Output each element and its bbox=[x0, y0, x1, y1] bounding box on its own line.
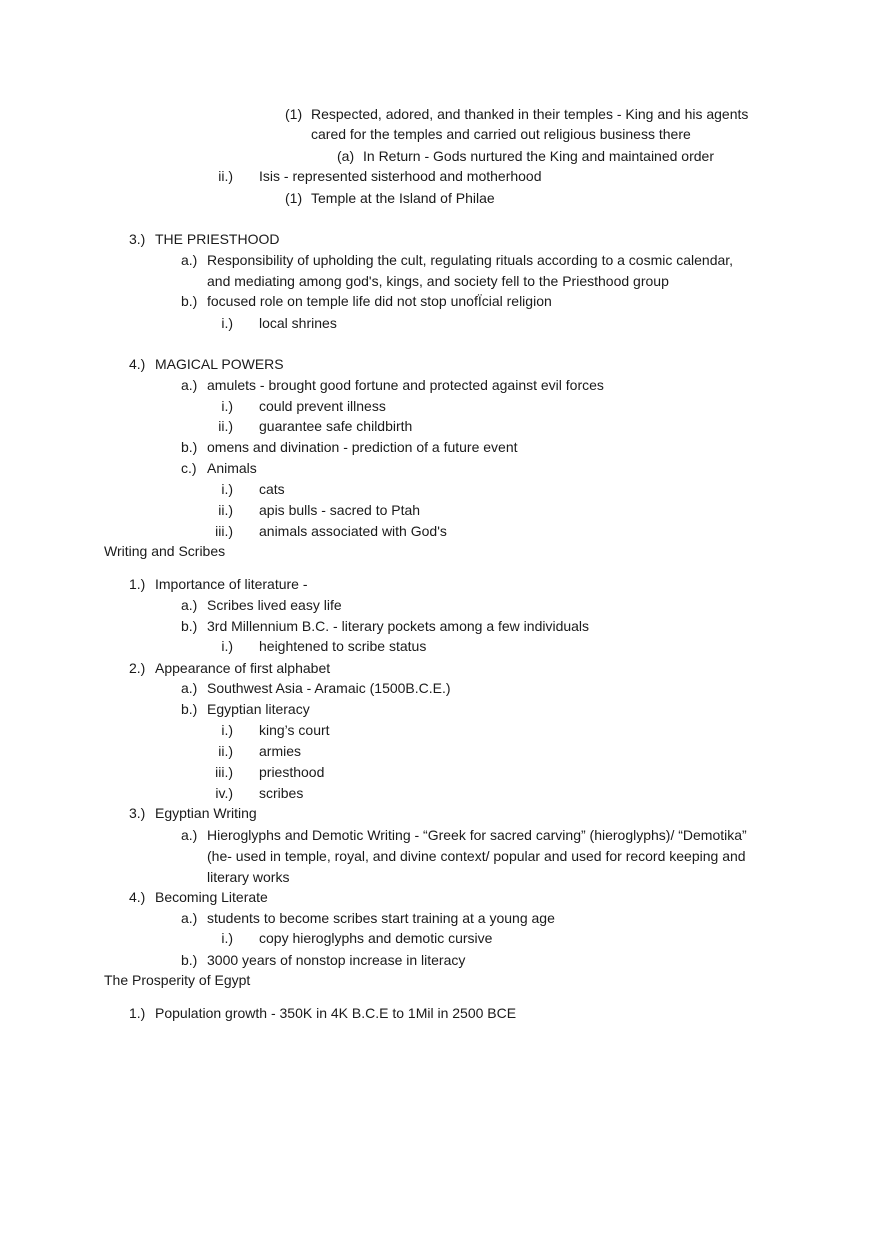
list-marker: ii.) bbox=[218, 743, 233, 759]
text-line: Isis - represented sisterhood and motherhood bbox=[259, 168, 542, 184]
list-marker: 4.) bbox=[129, 889, 146, 905]
text-line: Scribes lived easy life bbox=[207, 597, 342, 613]
list-marker: i.) bbox=[221, 638, 233, 654]
text-line: king’s court bbox=[259, 722, 330, 738]
text-line: Population growth - 350K in 4K B.C.E to 1Mil in 2500 BCE bbox=[155, 1005, 517, 1021]
text-line: local shrines bbox=[259, 315, 337, 331]
list-marker: iii.) bbox=[215, 523, 233, 539]
text-line: students to become scribes start training at a young age bbox=[207, 910, 555, 926]
section-heading: THE PRIESTHOOD bbox=[155, 231, 280, 247]
text-line: guarantee safe childbirth bbox=[259, 418, 413, 434]
list-marker: 1.) bbox=[129, 576, 146, 592]
list-marker: 3.) bbox=[129, 231, 146, 247]
section-title: Writing and Scribes bbox=[104, 543, 226, 559]
list-marker: i.) bbox=[221, 930, 233, 946]
list-marker: 3.) bbox=[129, 805, 146, 821]
section-heading: MAGICAL POWERS bbox=[155, 356, 284, 372]
list-marker: iv.) bbox=[215, 785, 233, 801]
list-marker: b.) bbox=[181, 439, 198, 455]
list-marker: i.) bbox=[221, 315, 233, 331]
list-marker: a.) bbox=[181, 910, 198, 926]
list-marker: i.) bbox=[221, 722, 233, 738]
list-marker: iii.) bbox=[215, 764, 233, 780]
text-line: cared for the temples and carried out religious business there bbox=[311, 126, 691, 142]
text-line: 3rd Millennium B.C. - literary pockets among a few individuals bbox=[207, 618, 590, 634]
list-marker: a.) bbox=[181, 252, 198, 268]
text-line: animals associated with God's bbox=[259, 523, 447, 539]
text-line: Egyptian Writing bbox=[155, 805, 257, 821]
list-marker: 1.) bbox=[129, 1005, 146, 1021]
list-marker: ii.) bbox=[218, 502, 233, 518]
list-marker: i.) bbox=[221, 398, 233, 414]
text-line: In Return - Gods nurtured the King and maintained order bbox=[363, 148, 714, 164]
text-line: Hieroglyphs and Demotic Writing - “Greek for sacred carving” (hieroglyphs)/ “Demotika” bbox=[207, 827, 747, 843]
list-marker: i.) bbox=[221, 481, 233, 497]
text-line: Temple at the Island of Philae bbox=[311, 190, 495, 206]
list-marker: a.) bbox=[181, 597, 198, 613]
list-marker: ii.) bbox=[218, 168, 233, 184]
list-marker: b.) bbox=[181, 701, 198, 717]
list-marker: (a) bbox=[337, 148, 355, 164]
text-line: Responsibility of upholding the cult, regulating rituals according to a cosmic calendar, bbox=[207, 252, 734, 268]
list-marker: a.) bbox=[181, 377, 198, 393]
text-line: omens and divination - prediction of a future event bbox=[207, 439, 518, 455]
text-line: Becoming Literate bbox=[155, 889, 268, 905]
list-marker: b.) bbox=[181, 618, 198, 634]
list-marker: (1) bbox=[285, 106, 303, 122]
text-line: Appearance of first alphabet bbox=[155, 660, 331, 676]
text-line: Egyptian literacy bbox=[207, 701, 310, 717]
text-line: armies bbox=[259, 743, 302, 759]
list-marker: b.) bbox=[181, 293, 198, 309]
text-line: Southwest Asia - Aramaic (1500B.C.E.) bbox=[207, 680, 451, 696]
text-line: heightened to scribe status bbox=[259, 638, 427, 654]
text-line: copy hieroglyphs and demotic cursive bbox=[259, 930, 493, 946]
text-line: could prevent illness bbox=[259, 398, 386, 414]
text-line: priesthood bbox=[259, 764, 325, 780]
section-title: The Prosperity of Egypt bbox=[104, 972, 251, 988]
text-line: cats bbox=[259, 481, 285, 497]
text-line: Importance of literature - bbox=[155, 576, 308, 592]
list-marker: a.) bbox=[181, 680, 198, 696]
list-marker: a.) bbox=[181, 827, 198, 843]
list-marker: (1) bbox=[285, 190, 303, 206]
list-marker: b.) bbox=[181, 952, 198, 968]
text-line: focused role on temple life did not stop unofÏcial religion bbox=[207, 293, 552, 309]
text-line: Animals bbox=[207, 460, 257, 476]
text-line: 3000 years of nonstop increase in literacy bbox=[207, 952, 466, 968]
text-line: and mediating among god's, kings, and society fell to the Priesthood group bbox=[207, 273, 669, 289]
list-marker: ii.) bbox=[218, 418, 233, 434]
text-line: (he- used in temple, royal, and divine context/ popular and used for record keeping and bbox=[207, 848, 746, 864]
list-marker: 4.) bbox=[129, 356, 146, 372]
text-line: amulets - brought good fortune and protected against evil forces bbox=[207, 377, 604, 393]
text-line: scribes bbox=[259, 785, 304, 801]
text-line: apis bulls - sacred to Ptah bbox=[259, 502, 421, 518]
list-marker: c.) bbox=[181, 460, 197, 476]
text-line: Respected, adored, and thanked in their temples - King and his agents bbox=[311, 106, 749, 122]
text-line: literary works bbox=[207, 869, 290, 885]
list-marker: 2.) bbox=[129, 660, 146, 676]
